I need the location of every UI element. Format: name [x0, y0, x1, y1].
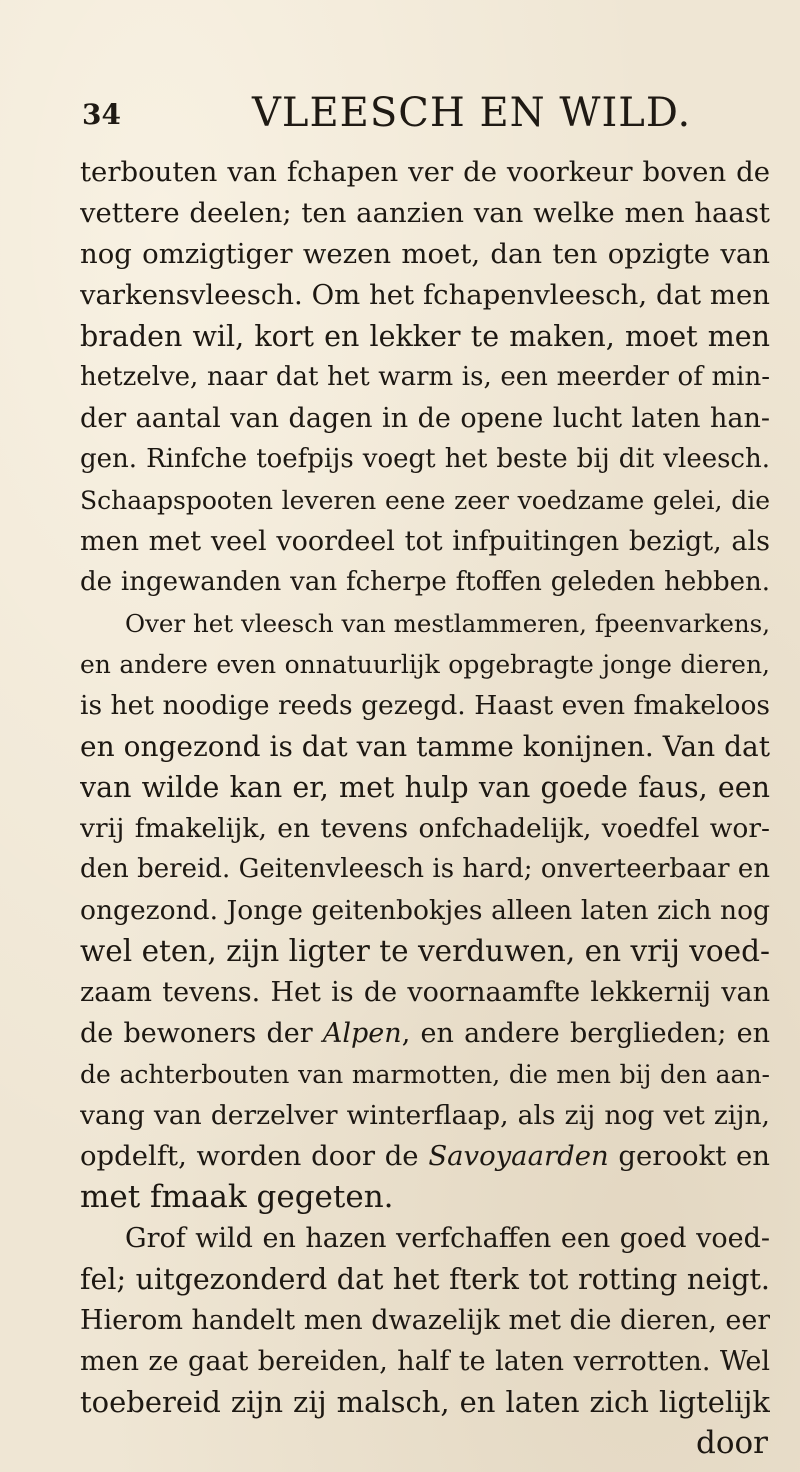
- running-title: VLEESCH EN WILD.: [252, 90, 692, 136]
- text-line-31: toebereid zijn zij malsch, en laten zich ligtelijk: [80, 1385, 770, 1419]
- text-line-25-end: gerookt en: [608, 1140, 770, 1172]
- catchword: door: [696, 1425, 768, 1461]
- text-line-9: Schaapspooten leveren eene zeer voedzame gelei, die: [80, 486, 770, 515]
- page-number: 34: [82, 98, 121, 131]
- text-line-25: [80, 1136, 770, 1177]
- page-header: [80, 0, 760, 136]
- text-line-5: braden wil, kort en lekker te maken, moet men: [80, 320, 770, 353]
- text-line-18: den bereid. Geitenvleesch is hard; onverteerbaar en: [80, 854, 770, 884]
- text-line-27: Grof wild en hazen verfchaffen een goed voed-: [125, 1223, 770, 1254]
- text-line-19: ongezond. Jonge geitenbokjes alleen laten zich nog: [80, 895, 770, 926]
- text-line-16: van wilde kan er, met hulp van goede faus, een: [80, 771, 770, 804]
- text-line-4: varkensvleesch. Om het fchapenvleesch, dat men: [80, 279, 770, 311]
- italic-word-savoyaarden: Savoyaarden: [428, 1140, 609, 1172]
- text-line-22: [80, 1013, 770, 1054]
- text-line-2: vettere deelen; ten aanzien van welke men haast: [80, 197, 770, 229]
- text-line-22-start: de bewoners der: [80, 1018, 323, 1049]
- text-line-8: gen. Rinfche toefpijs voegt het beste bij dit vleesch.: [80, 444, 770, 474]
- text-line-22-end: , en andere berglieden; en: [401, 1018, 770, 1049]
- text-line-6: hetzelve, naar dat het warm is, een meerder of min-: [80, 362, 770, 392]
- text-line-11: de ingewanden van fcherpe ftoffen geleden hebben.: [80, 567, 770, 597]
- text-line-30: men ze gaat bereiden, half te laten verrotten. Wel: [80, 1346, 770, 1377]
- italic-word-alpen: Alpen: [322, 1018, 402, 1049]
- text-line-28: fel; uitgezonderd dat het fterk tot rotting neigt.: [80, 1263, 770, 1296]
- text-line-17: vrij fmakelijk, en tevens onfchadelijk, voedfel wor-: [80, 813, 770, 844]
- text-line-29: Hierom handelt men dwazelijk met die dieren, eer: [80, 1305, 770, 1336]
- text-line-13: en andere even onnatuurlijk opgebragte jonge dieren,: [80, 650, 770, 679]
- text-line-26: met fmaak gegeten.: [80, 1179, 394, 1215]
- text-line-24: vang van derzelver winterflaap, als zij nog vet zijn,: [80, 1100, 770, 1131]
- text-line-25-start: opdelft, worden door de: [80, 1140, 429, 1172]
- text-line-23: de achterbouten van marmotten, die men bij den aan-: [80, 1060, 770, 1089]
- text-line-14: is het noodige reeds gezegd. Haast even fmakeloos: [80, 690, 770, 721]
- body-text: [80, 152, 770, 1464]
- text-line-21: zaam tevens. Het is de voornaamfte lekkernij van: [80, 977, 770, 1008]
- text-line-1: terbouten van fchapen ver de voorkeur boven de: [80, 156, 770, 188]
- text-line-7: der aantal van dagen in de opene lucht laten han-: [80, 403, 770, 434]
- text-line-12: Over het vleesch van mestlammeren, fpeenvarkens,: [125, 609, 770, 638]
- text-line-20: wel eten, zijn ligter te verduwen, en vrij voed-: [80, 934, 770, 968]
- text-line-10: men met veel voordeel tot infpuitingen bezigt, als: [80, 526, 770, 557]
- text-line-15: en ongezond is dat van tamme konijnen. Van dat: [80, 730, 770, 763]
- text-line-3: nog omzigtiger wezen moet, dan ten opzigte van: [80, 238, 770, 270]
